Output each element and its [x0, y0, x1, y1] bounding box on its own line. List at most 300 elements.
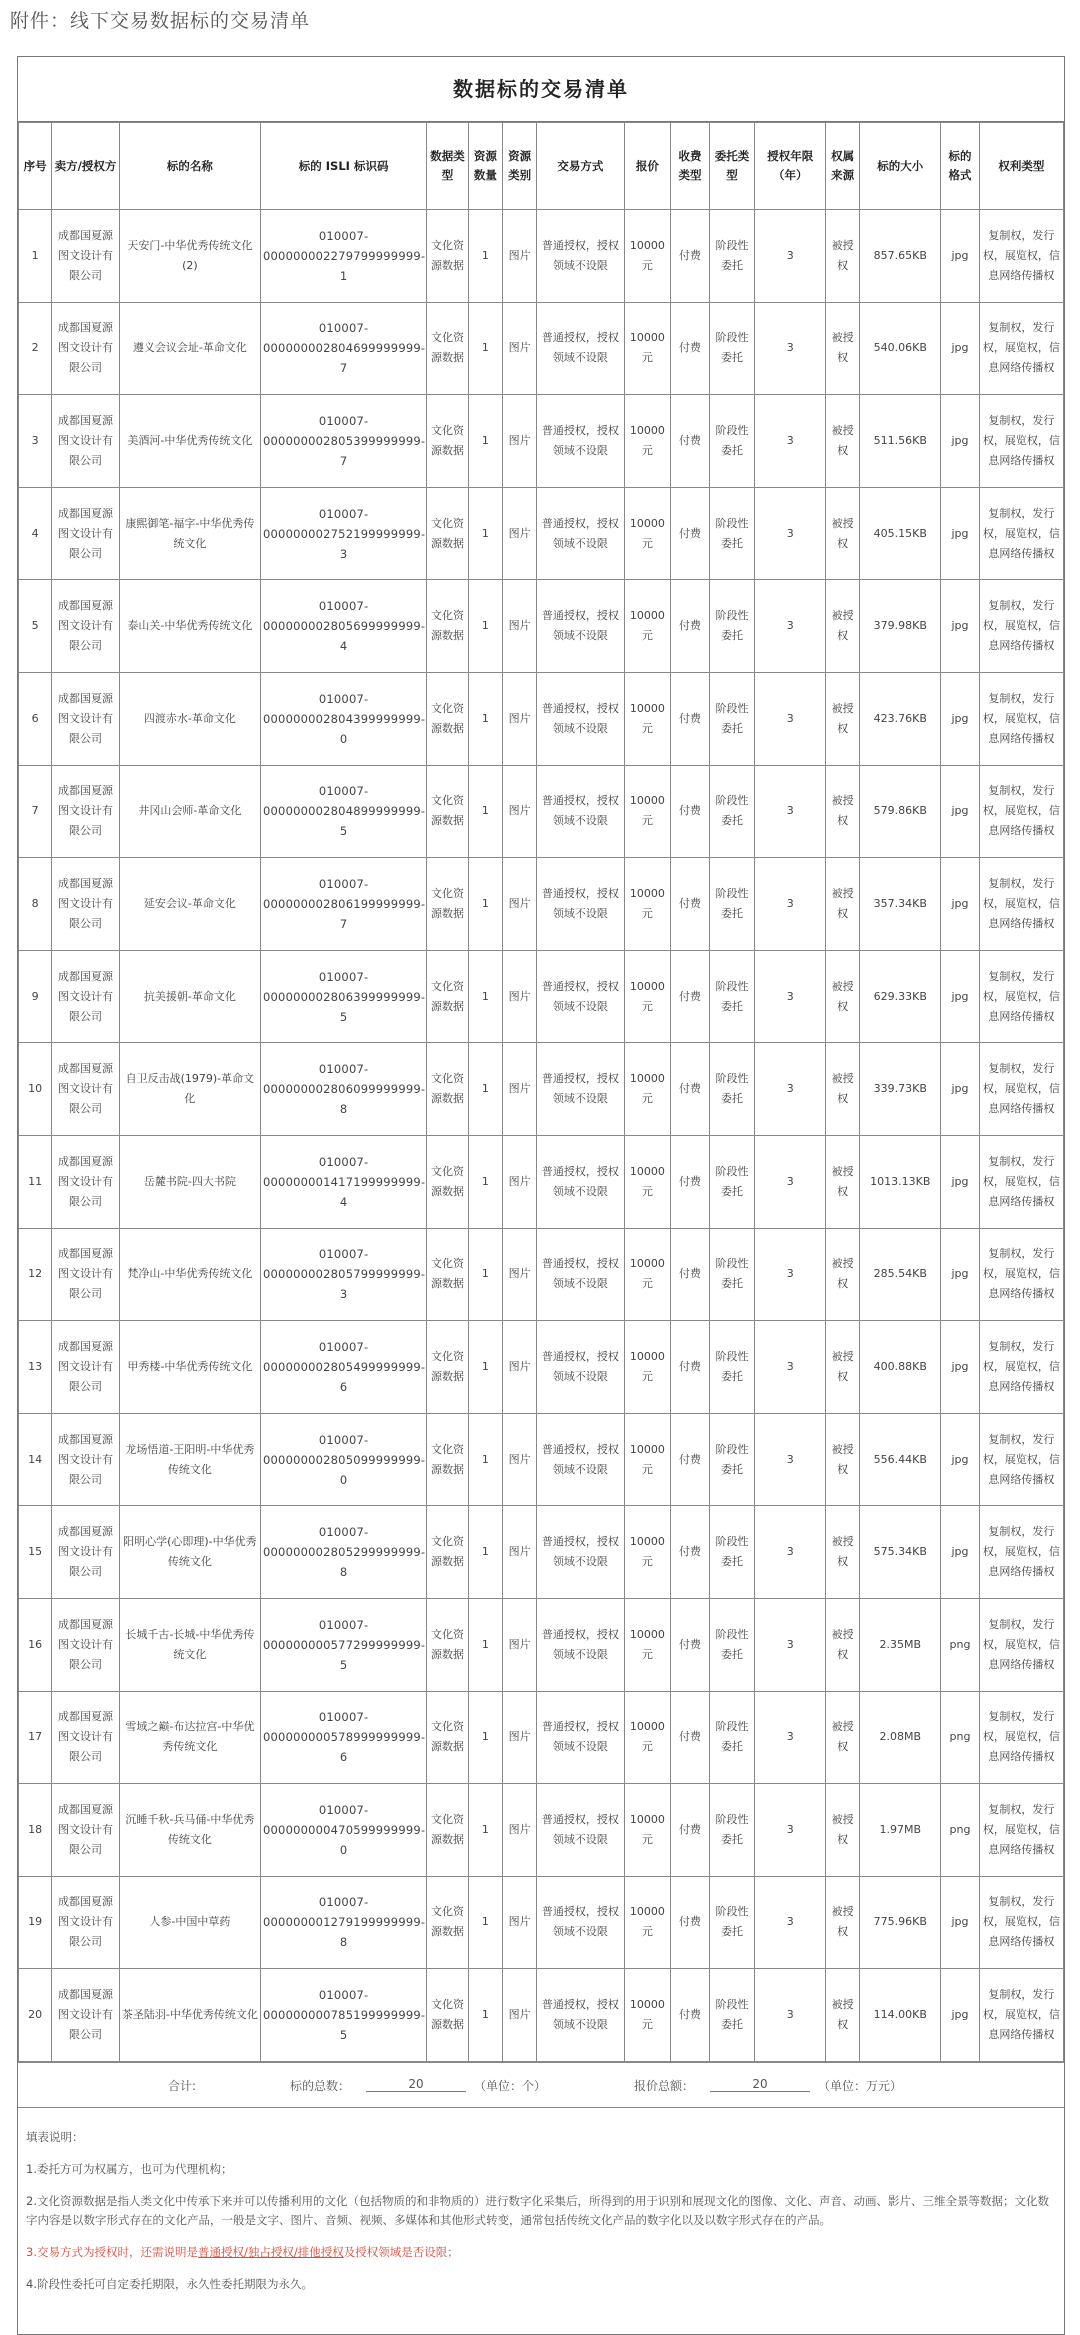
cell-res-cat: 图片 — [503, 950, 537, 1043]
header-price: 报价 — [624, 123, 671, 210]
cell-format: png — [941, 1784, 979, 1877]
cell-trade-mode: 普通授权，授权领域不设限 — [537, 858, 624, 951]
cell-format: jpg — [941, 1228, 979, 1321]
table-body — [19, 210, 1064, 2062]
cell-res-cat: 图片 — [503, 858, 537, 951]
cell-seller: 成都国夏源图文设计有限公司 — [52, 302, 120, 395]
cell-fee-type: 付费 — [671, 1321, 709, 1414]
header-fee-type: 收费类型 — [671, 123, 709, 210]
header-name: 标的名称 — [119, 123, 260, 210]
cell-entrust-type: 阶段性委托 — [709, 950, 755, 1043]
cell-rights-source: 被授权 — [826, 765, 860, 858]
cell-seq: 9 — [19, 950, 52, 1043]
cell-seq: 19 — [19, 1876, 52, 1969]
trade-list-frame — [17, 56, 1065, 2335]
cell-auth-years: 3 — [755, 1598, 826, 1691]
cell-trade-mode: 普通授权，授权领域不设限 — [537, 1691, 624, 1784]
cell-price: 10000元 — [624, 1876, 671, 1969]
cell-name: 人参-中国中草药 — [119, 1876, 260, 1969]
cell-isli: 010007-000000002804899999999-5 — [261, 765, 427, 858]
cell-size: 629.33KB — [860, 950, 941, 1043]
cell-res-count: 1 — [468, 1321, 502, 1414]
cell-format: jpg — [941, 302, 979, 395]
cell-size: 400.88KB — [860, 1321, 941, 1414]
cell-seller: 成都国夏源图文设计有限公司 — [52, 210, 120, 303]
table-row — [19, 765, 1064, 858]
cell-auth-years: 3 — [755, 302, 826, 395]
cell-isli: 010007-000000002806399999999-5 — [261, 950, 427, 1043]
cell-entrust-type: 阶段性委托 — [709, 210, 755, 303]
cell-size: 857.65KB — [860, 210, 941, 303]
cell-format: jpg — [941, 1876, 979, 1969]
cell-name: 岳麓书院-四大书院 — [119, 1135, 260, 1228]
cell-isli: 010007-000000002805499999999-6 — [261, 1321, 427, 1414]
cell-rights-source: 被授权 — [826, 1135, 860, 1228]
notes-title: 填表说明： — [26, 2129, 84, 2144]
cell-res-cat: 图片 — [503, 302, 537, 395]
cell-auth-years: 3 — [755, 210, 826, 303]
cell-size: 114.00KB — [860, 1969, 941, 2062]
cell-rights-type: 复制权，发行权，展览权，信息网络传播权 — [979, 487, 1063, 580]
cell-res-cat: 图片 — [503, 1506, 537, 1599]
cell-entrust-type: 阶段性委托 — [709, 487, 755, 580]
note-3-prefix: 3.交易方式为授权时，还需说明是 — [26, 2244, 198, 2259]
cell-seller: 成都国夏源图文设计有限公司 — [52, 765, 120, 858]
cell-format: jpg — [941, 580, 979, 673]
cell-seq: 7 — [19, 765, 52, 858]
header-entrust-type: 委托类型 — [709, 123, 755, 210]
cell-name: 沉睡千秋-兵马俑-中华优秀传统文化 — [119, 1784, 260, 1877]
cell-price: 10000元 — [624, 302, 671, 395]
cell-res-count: 1 — [468, 1043, 502, 1136]
cell-name: 雪域之巅-布达拉宫-中华优秀传统文化 — [119, 1691, 260, 1784]
cell-data-type: 文化资源数据 — [427, 950, 469, 1043]
cell-rights-source: 被授权 — [826, 1506, 860, 1599]
cell-rights-type: 复制权，发行权，展览权，信息网络传播权 — [979, 1506, 1063, 1599]
cell-seller: 成都国夏源图文设计有限公司 — [52, 580, 120, 673]
header-rights-type: 权利类型 — [979, 123, 1063, 210]
cell-seller: 成都国夏源图文设计有限公司 — [52, 1043, 120, 1136]
header-isli: 标的 ISLI 标识码 — [261, 123, 427, 210]
summary-total-label: 合计: — [168, 2078, 197, 2093]
cell-size: 540.06KB — [860, 302, 941, 395]
cell-price: 10000元 — [624, 395, 671, 488]
cell-size: 556.44KB — [860, 1413, 941, 1506]
cell-price: 10000元 — [624, 1969, 671, 2062]
cell-seq: 20 — [19, 1969, 52, 2062]
cell-name: 美酒河-中华优秀传统文化 — [119, 395, 260, 488]
cell-res-count: 1 — [468, 395, 502, 488]
cell-name: 梵净山-中华优秀传统文化 — [119, 1228, 260, 1321]
header-trade-mode: 交易方式 — [537, 123, 624, 210]
cell-trade-mode: 普通授权，授权领域不设限 — [537, 1228, 624, 1321]
cell-auth-years: 3 — [755, 1876, 826, 1969]
cell-isli: 010007-000000002805099999999-0 — [261, 1413, 427, 1506]
cell-res-count: 1 — [468, 1135, 502, 1228]
cell-price: 10000元 — [624, 1043, 671, 1136]
cell-data-type: 文化资源数据 — [427, 1784, 469, 1877]
cell-auth-years: 3 — [755, 1969, 826, 2062]
cell-name: 长城千古-长城-中华优秀传统文化 — [119, 1598, 260, 1691]
cell-seq: 17 — [19, 1691, 52, 1784]
cell-fee-type: 付费 — [671, 1784, 709, 1877]
table-header-row — [19, 123, 1064, 210]
header-auth-years: 授权年限（年） — [755, 123, 826, 210]
cell-name: 天安门-中华优秀传统文化(2) — [119, 210, 260, 303]
cell-price: 10000元 — [624, 1598, 671, 1691]
cell-isli: 010007-000000002805799999999-3 — [261, 1228, 427, 1321]
cell-seller: 成都国夏源图文设计有限公司 — [52, 1876, 120, 1969]
cell-price: 10000元 — [624, 1691, 671, 1784]
cell-trade-mode: 普通授权，授权领域不设限 — [537, 1598, 624, 1691]
cell-entrust-type: 阶段性委托 — [709, 1321, 755, 1414]
summary-row — [18, 2062, 1064, 2107]
cell-res-cat: 图片 — [503, 1876, 537, 1969]
cell-data-type: 文化资源数据 — [427, 858, 469, 951]
cell-trade-mode: 普通授权，授权领域不设限 — [537, 395, 624, 488]
cell-isli: 010007-000000002279799999999-1 — [261, 210, 427, 303]
cell-res-count: 1 — [468, 950, 502, 1043]
table-row — [19, 672, 1064, 765]
cell-res-count: 1 — [468, 580, 502, 673]
cell-fee-type: 付费 — [671, 395, 709, 488]
cell-format: jpg — [941, 1506, 979, 1599]
cell-size: 575.34KB — [860, 1506, 941, 1599]
cell-trade-mode: 普通授权，授权领域不设限 — [537, 672, 624, 765]
cell-size: 579.86KB — [860, 765, 941, 858]
cell-price: 10000元 — [624, 858, 671, 951]
cell-seq: 6 — [19, 672, 52, 765]
cell-size: 775.96KB — [860, 1876, 941, 1969]
note-4: 4.阶段性委托可自定委托期限，永久性委托期限为永久。 — [26, 2276, 313, 2291]
cell-rights-source: 被授权 — [826, 1876, 860, 1969]
cell-name: 龙场悟道-王阳明-中华优秀传统文化 — [119, 1413, 260, 1506]
table-row — [19, 395, 1064, 488]
cell-fee-type: 付费 — [671, 1598, 709, 1691]
cell-entrust-type: 阶段性委托 — [709, 858, 755, 951]
cell-fee-type: 付费 — [671, 672, 709, 765]
cell-fee-type: 付费 — [671, 1691, 709, 1784]
cell-rights-type: 复制权，发行权，展览权，信息网络传播权 — [979, 1321, 1063, 1414]
cell-res-cat: 图片 — [503, 1043, 537, 1136]
cell-rights-source: 被授权 — [826, 1691, 860, 1784]
cell-format: jpg — [941, 1135, 979, 1228]
cell-size: 357.34KB — [860, 858, 941, 951]
cell-rights-source: 被授权 — [826, 950, 860, 1043]
table-row — [19, 858, 1064, 951]
cell-seller: 成都国夏源图文设计有限公司 — [52, 858, 120, 951]
table-row — [19, 487, 1064, 580]
cell-auth-years: 3 — [755, 1135, 826, 1228]
cell-res-count: 1 — [468, 1598, 502, 1691]
note-3-options: 普通授权/独占授权/排他授权 — [197, 2244, 344, 2259]
cell-auth-years: 3 — [755, 1413, 826, 1506]
cell-seq: 13 — [19, 1321, 52, 1414]
cell-auth-years: 3 — [755, 858, 826, 951]
cell-seller: 成都国夏源图文设计有限公司 — [52, 1228, 120, 1321]
cell-trade-mode: 普通授权，授权领域不设限 — [537, 1135, 624, 1228]
cell-isli: 010007-000000002752199999999-3 — [261, 487, 427, 580]
cell-res-count: 1 — [468, 858, 502, 951]
cell-data-type: 文化资源数据 — [427, 1598, 469, 1691]
cell-fee-type: 付费 — [671, 1043, 709, 1136]
header-res-cat: 资源类别 — [503, 123, 537, 210]
cell-auth-years: 3 — [755, 1228, 826, 1321]
cell-res-cat: 图片 — [503, 580, 537, 673]
cell-seller: 成都国夏源图文设计有限公司 — [52, 1506, 120, 1599]
cell-fee-type: 付费 — [671, 1413, 709, 1506]
cell-entrust-type: 阶段性委托 — [709, 1043, 755, 1136]
cell-seller: 成都国夏源图文设计有限公司 — [52, 1413, 120, 1506]
cell-entrust-type: 阶段性委托 — [709, 302, 755, 395]
cell-seller: 成都国夏源图文设计有限公司 — [52, 950, 120, 1043]
table-row — [19, 1969, 1064, 2062]
cell-rights-type: 复制权，发行权，展览权，信息网络传播权 — [979, 858, 1063, 951]
cell-rights-type: 复制权，发行权，展览权，信息网络传播权 — [979, 1691, 1063, 1784]
cell-res-count: 1 — [468, 1876, 502, 1969]
cell-size: 1.97MB — [860, 1784, 941, 1877]
cell-price: 10000元 — [624, 672, 671, 765]
cell-format: jpg — [941, 487, 979, 580]
cell-res-cat: 图片 — [503, 765, 537, 858]
cell-fee-type: 付费 — [671, 487, 709, 580]
cell-trade-mode: 普通授权，授权领域不设限 — [537, 210, 624, 303]
table-row — [19, 1413, 1064, 1506]
notes-section — [18, 2107, 1064, 2334]
cell-seq: 16 — [19, 1598, 52, 1691]
cell-seller: 成都国夏源图文设计有限公司 — [52, 395, 120, 488]
table-row — [19, 302, 1064, 395]
cell-name: 抗美援朝-革命文化 — [119, 950, 260, 1043]
cell-name: 四渡赤水-革命文化 — [119, 672, 260, 765]
cell-rights-source: 被授权 — [826, 395, 860, 488]
cell-name: 康熙御笔-福字-中华优秀传统文化 — [119, 487, 260, 580]
cell-trade-mode: 普通授权，授权领域不设限 — [537, 580, 624, 673]
cell-isli: 010007-000000001279199999999-8 — [261, 1876, 427, 1969]
table-row — [19, 1043, 1064, 1136]
cell-res-cat: 图片 — [503, 1691, 537, 1784]
cell-data-type: 文化资源数据 — [427, 765, 469, 858]
cell-auth-years: 3 — [755, 1784, 826, 1877]
cell-size: 405.15KB — [860, 487, 941, 580]
cell-res-count: 1 — [468, 487, 502, 580]
cell-rights-source: 被授权 — [826, 302, 860, 395]
cell-data-type: 文化资源数据 — [427, 1413, 469, 1506]
cell-fee-type: 付费 — [671, 1228, 709, 1321]
header-data-type: 数据类型 — [427, 123, 469, 210]
summary-price-value: 20 — [710, 2077, 810, 2092]
cell-seq: 11 — [19, 1135, 52, 1228]
cell-size: 285.54KB — [860, 1228, 941, 1321]
cell-fee-type: 付费 — [671, 210, 709, 303]
cell-price: 10000元 — [624, 1413, 671, 1506]
cell-isli: 010007-000000002804699999999-7 — [261, 302, 427, 395]
cell-format: png — [941, 1691, 979, 1784]
cell-res-count: 1 — [468, 210, 502, 303]
cell-rights-type: 复制权，发行权，展览权，信息网络传播权 — [979, 1228, 1063, 1321]
cell-entrust-type: 阶段性委托 — [709, 1228, 755, 1321]
cell-format: png — [941, 1598, 979, 1691]
cell-format: jpg — [941, 672, 979, 765]
table-row — [19, 1784, 1064, 1877]
cell-data-type: 文化资源数据 — [427, 672, 469, 765]
cell-res-count: 1 — [468, 302, 502, 395]
cell-seller: 成都国夏源图文设计有限公司 — [52, 1784, 120, 1877]
cell-format: jpg — [941, 1043, 979, 1136]
cell-format: jpg — [941, 1321, 979, 1414]
cell-rights-type: 复制权，发行权，展览权，信息网络传播权 — [979, 1784, 1063, 1877]
cell-data-type: 文化资源数据 — [427, 395, 469, 488]
cell-price: 10000元 — [624, 1506, 671, 1599]
cell-name: 阳明心学(心即理)-中华优秀传统文化 — [119, 1506, 260, 1599]
cell-res-count: 1 — [468, 1969, 502, 2062]
cell-trade-mode: 普通授权，授权领域不设限 — [537, 302, 624, 395]
cell-trade-mode: 普通授权，授权领域不设限 — [537, 950, 624, 1043]
cell-isli: 010007-000000002805399999999-7 — [261, 395, 427, 488]
cell-rights-source: 被授权 — [826, 672, 860, 765]
table-row — [19, 1691, 1064, 1784]
cell-rights-source: 被授权 — [826, 1413, 860, 1506]
cell-data-type: 文化资源数据 — [427, 487, 469, 580]
cell-rights-type: 复制权，发行权，展览权，信息网络传播权 — [979, 580, 1063, 673]
table-row — [19, 580, 1064, 673]
cell-res-cat: 图片 — [503, 395, 537, 488]
cell-trade-mode: 普通授权，授权领域不设限 — [537, 765, 624, 858]
header-seq: 序号 — [19, 123, 52, 210]
summary-price-unit: （单位：万元） — [818, 2078, 903, 2093]
cell-res-cat: 图片 — [503, 1413, 537, 1506]
table-row — [19, 1228, 1064, 1321]
cell-res-cat: 图片 — [503, 1321, 537, 1414]
cell-res-cat: 图片 — [503, 1598, 537, 1691]
cell-seq: 1 — [19, 210, 52, 303]
summary-count-value: 20 — [366, 2077, 466, 2092]
cell-seller: 成都国夏源图文设计有限公司 — [52, 1691, 120, 1784]
cell-data-type: 文化资源数据 — [427, 1043, 469, 1136]
cell-data-type: 文化资源数据 — [427, 1691, 469, 1784]
cell-price: 10000元 — [624, 950, 671, 1043]
cell-entrust-type: 阶段性委托 — [709, 580, 755, 673]
cell-entrust-type: 阶段性委托 — [709, 1876, 755, 1969]
cell-name: 自卫反击战(1979)-革命文化 — [119, 1043, 260, 1136]
cell-price: 10000元 — [624, 487, 671, 580]
cell-fee-type: 付费 — [671, 1876, 709, 1969]
cell-format: jpg — [941, 765, 979, 858]
cell-auth-years: 3 — [755, 580, 826, 673]
cell-name: 茶圣陆羽-中华优秀传统文化 — [119, 1969, 260, 2062]
cell-price: 10000元 — [624, 580, 671, 673]
table-row — [19, 1506, 1064, 1599]
cell-res-cat: 图片 — [503, 1135, 537, 1228]
cell-name: 井冈山会师-革命文化 — [119, 765, 260, 858]
cell-rights-type: 复制权，发行权，展览权，信息网络传播权 — [979, 1969, 1063, 2062]
cell-trade-mode: 普通授权，授权领域不设限 — [537, 1321, 624, 1414]
cell-auth-years: 3 — [755, 1321, 826, 1414]
cell-rights-type: 复制权，发行权，展览权，信息网络传播权 — [979, 1598, 1063, 1691]
cell-size: 2.35MB — [860, 1598, 941, 1691]
summary-price-label: 报价总额： — [634, 2078, 695, 2093]
cell-entrust-type: 阶段性委托 — [709, 1506, 755, 1599]
cell-rights-source: 被授权 — [826, 1598, 860, 1691]
cell-res-count: 1 — [468, 1784, 502, 1877]
cell-data-type: 文化资源数据 — [427, 580, 469, 673]
cell-data-type: 文化资源数据 — [427, 1135, 469, 1228]
cell-trade-mode: 普通授权，授权领域不设限 — [537, 1506, 624, 1599]
cell-isli: 010007-000000002806199999999-7 — [261, 858, 427, 951]
cell-data-type: 文化资源数据 — [427, 1876, 469, 1969]
cell-seq: 15 — [19, 1506, 52, 1599]
note-3 — [26, 2243, 1056, 2262]
cell-auth-years: 3 — [755, 487, 826, 580]
cell-format: jpg — [941, 858, 979, 951]
annex-title: 附件：线下交易数据标的交易清单 — [10, 10, 311, 32]
cell-seq: 3 — [19, 395, 52, 488]
cell-rights-source: 被授权 — [826, 858, 860, 951]
cell-rights-type: 复制权，发行权，展览权，信息网络传播权 — [979, 302, 1063, 395]
cell-entrust-type: 阶段性委托 — [709, 1969, 755, 2062]
cell-seq: 8 — [19, 858, 52, 951]
cell-isli: 010007-000000001417199999999-4 — [261, 1135, 427, 1228]
cell-size: 423.76KB — [860, 672, 941, 765]
header-rights-source: 权属来源 — [826, 123, 860, 210]
cell-res-cat: 图片 — [503, 672, 537, 765]
cell-entrust-type: 阶段性委托 — [709, 1691, 755, 1784]
cell-isli: 010007-000000002806099999999-8 — [261, 1043, 427, 1136]
cell-price: 10000元 — [624, 1228, 671, 1321]
cell-rights-source: 被授权 — [826, 580, 860, 673]
cell-format: jpg — [941, 1969, 979, 2062]
table-row — [19, 1876, 1064, 1969]
table-row — [19, 950, 1064, 1043]
cell-rights-type: 复制权，发行权，展览权，信息网络传播权 — [979, 395, 1063, 488]
cell-entrust-type: 阶段性委托 — [709, 672, 755, 765]
cell-res-count: 1 — [468, 1228, 502, 1321]
cell-trade-mode: 普通授权，授权领域不设限 — [537, 1413, 624, 1506]
cell-rights-type: 复制权，发行权，展览权，信息网络传播权 — [979, 1413, 1063, 1506]
cell-size: 2.08MB — [860, 1691, 941, 1784]
cell-rights-source: 被授权 — [826, 1043, 860, 1136]
cell-res-count: 1 — [468, 765, 502, 858]
table-row — [19, 1135, 1064, 1228]
cell-seller: 成都国夏源图文设计有限公司 — [52, 1321, 120, 1414]
cell-data-type: 文化资源数据 — [427, 1506, 469, 1599]
cell-rights-source: 被授权 — [826, 487, 860, 580]
cell-rights-source: 被授权 — [826, 1321, 860, 1414]
cell-data-type: 文化资源数据 — [427, 302, 469, 395]
cell-format: jpg — [941, 210, 979, 303]
cell-rights-type: 复制权，发行权，展览权，信息网络传播权 — [979, 210, 1063, 303]
header-res-count: 资源数量 — [468, 123, 502, 210]
cell-rights-type: 复制权，发行权，展览权，信息网络传播权 — [979, 1135, 1063, 1228]
note-1: 1.委托方可为权属方，也可为代理机构； — [26, 2161, 233, 2176]
cell-size: 511.56KB — [860, 395, 941, 488]
cell-res-count: 1 — [468, 1413, 502, 1506]
cell-seller: 成都国夏源图文设计有限公司 — [52, 1969, 120, 2062]
note-3-mid: 及授权领域是否设限； — [343, 2244, 459, 2259]
cell-rights-type: 复制权，发行权，展览权，信息网络传播权 — [979, 1043, 1063, 1136]
cell-seller: 成都国夏源图文设计有限公司 — [52, 1598, 120, 1691]
summary-count-unit: （单位：个） — [474, 2078, 547, 2093]
cell-auth-years: 3 — [755, 1691, 826, 1784]
cell-entrust-type: 阶段性委托 — [709, 765, 755, 858]
cell-seq: 18 — [19, 1784, 52, 1877]
cell-entrust-type: 阶段性委托 — [709, 1784, 755, 1877]
cell-data-type: 文化资源数据 — [427, 1321, 469, 1414]
cell-seller: 成都国夏源图文设计有限公司 — [52, 1135, 120, 1228]
cell-trade-mode: 普通授权，授权领域不设限 — [537, 1043, 624, 1136]
cell-fee-type: 付费 — [671, 858, 709, 951]
cell-rights-type: 复制权，发行权，展览权，信息网络传播权 — [979, 672, 1063, 765]
